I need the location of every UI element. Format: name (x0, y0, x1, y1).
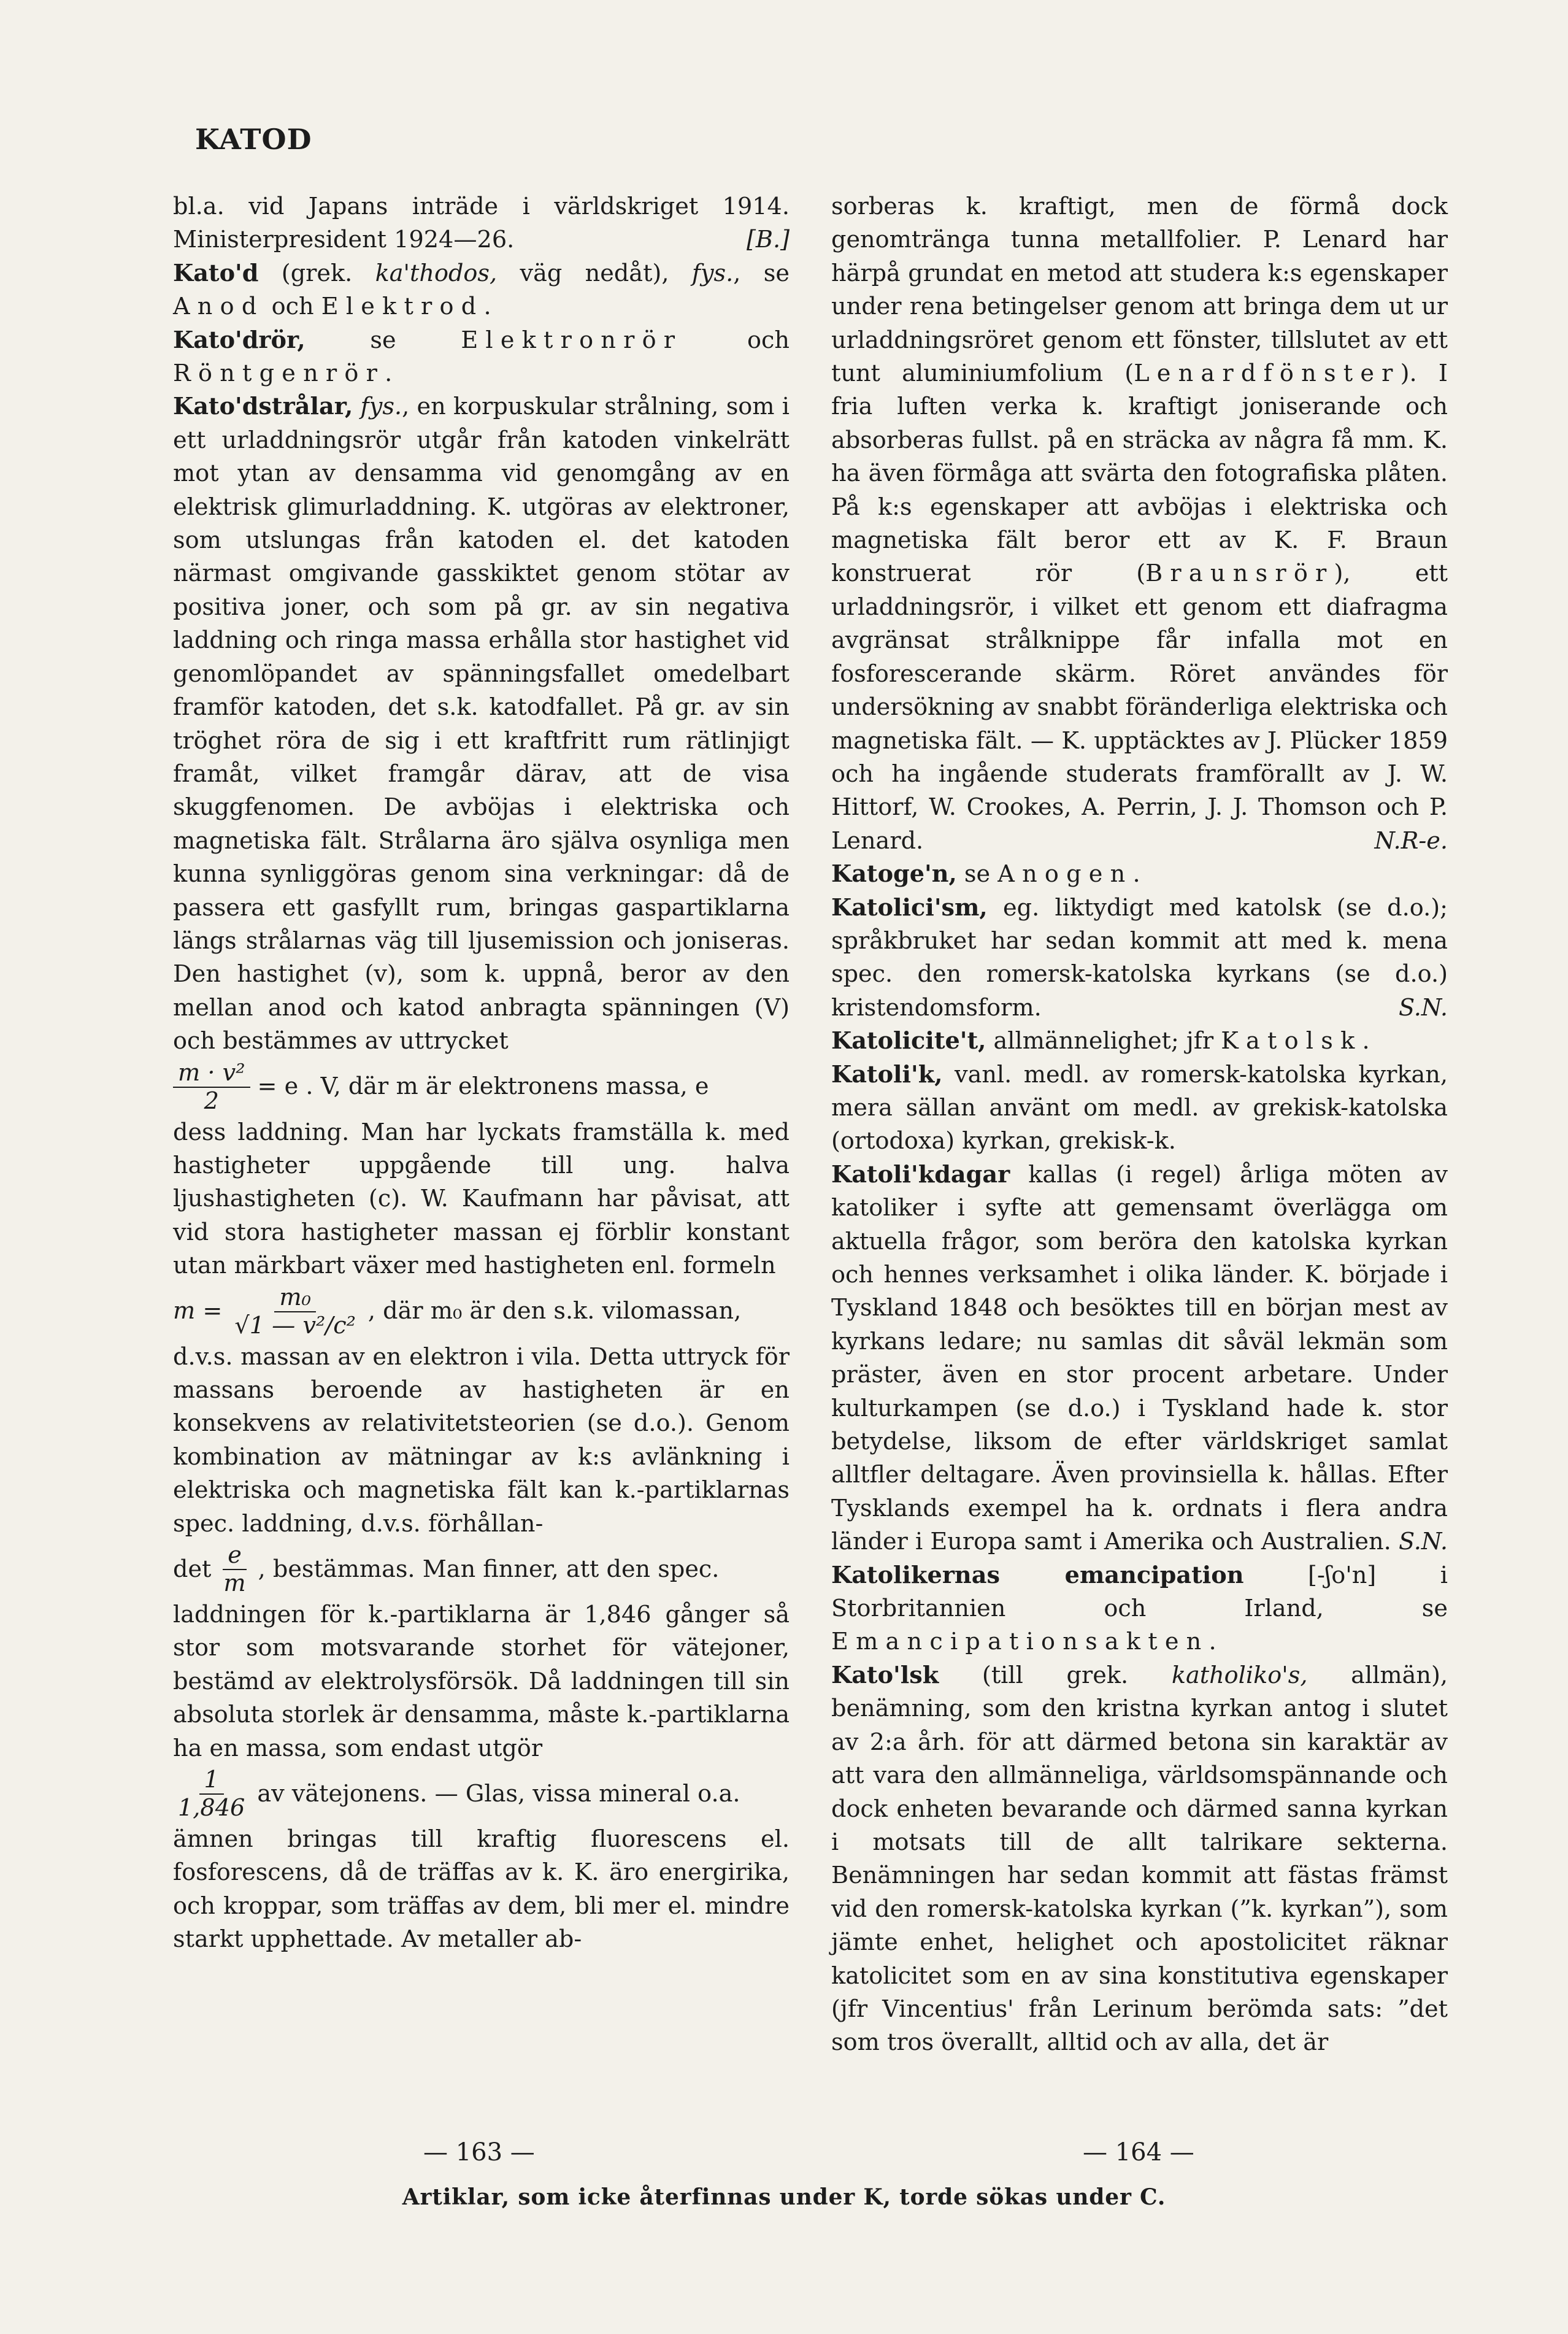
entry-continuation: sorberas k. kraftigt, men de förmå dock genomtränga tunna metallfolier. P. Lenard har härpå grundat en metod att studera k:s egenskaper under rena betingelser genom att bringa dem ut ur urladdningsröret genom ett fönster, tillslutet av ett tunt aluminiumfolium (Lenardfönster). I fria luften verka k. kraftigt joniserande och absorberas fullst. på en sträcka av några få mm. K. ha även förmåga att svärta den fotografiska plåten. På k:s egenskaper att avböjas i elektriska och magnetiska fält beror ett av K. F. Braun konstruerat rör (Braunsrör), ett urladdningsrör, i vilket ett genom ett diafragma avgränsat strålknippe får infalla mot en fosforescerande skärm. Röret användes för undersökning av snabbt föränderliga elektriska och magnetiska fält. — K. upptäcktes av J. Plücker 1859 och ha ingående studerats framförallt av J. W. Hittorf, W. Crookes, A. Perrin, J. J. Thomson och P. Lenard. N.R-e. (831, 190, 1448, 858)
cross-reference: Braunsrör (1145, 560, 1334, 588)
entry-emancipation: Katolikernas emancipation [-ʃo'n] i Storbritannien och Irland, se Emancipationsakten. (831, 1561, 1448, 1656)
headword: Katoge'n, (831, 860, 957, 888)
page-title: KATOD (195, 123, 312, 156)
entry-katod: Kato'd (grek. ka'thodos, väg nedåt), fys., se Anod och Elektrod. (173, 259, 790, 321)
entry-katodror: Kato'drör, se Elektronrör och Röntgenrör. (173, 326, 790, 388)
signature: N.R-e. (1374, 827, 1448, 855)
headword: Kato'd (173, 259, 259, 287)
entry-katolikdagar: Katoli'kdagar kallas (i regel) årliga möten av katoliker i syfte att gemensamt överlägga om aktuella frågor, som beröra den katolska kyrkan och hennes verksamhet i olika länder. K. började i Tyskland 1848 och besöktes till en början mest av kyrkans ledare; nu samlas dit såväl lekmän som präster, även en stor procent arbetare. Under kulturkampen (se d.o.) i Tyskland hade k. stor betydelse, liksom de efter världskriget samlat alltfler deltagare. Även provinsiella k. hållas. Efter Tysklands exempel ha k. ordnats i flera andra länder i Europa samt i Amerika och Australien. S.N. (831, 1158, 1448, 1559)
right-column (831, 190, 1448, 2060)
left-column (173, 190, 790, 1957)
formula-kinetic-energy: $\frac{\text{m · v²}}{2}$ = e . V, där m är elektronens massa, e (173, 1060, 790, 1115)
entry-katolsk: Kato'lsk (till grek. katholiko's, allmän), benämning, som den kristna kyrkan antog i slutet av 2:a årh. för att därmed betona sin karaktär av att vara den allmänneliga, världsomspännande och dock enheten bevarande och därmed sanna kyrkan i motsats till de allt talrikare sekterna. Benämningen har sedan kommit att fästas främst vid den romersk-katolska kyrkan (”k. kyrkan”), som jämte enhet, helighet och apostolicitet räknar katolicitet som en av sina konstitutiva egenskaper (jfr Vincentius' från Lerinum berömda sats: ”det som tros överallt, alltid och av alla, det är (831, 1661, 1448, 2057)
entry-katogen: Katoge'n, se Anogen. (831, 860, 1140, 888)
entry-katodstralar: Kato'dstrålar, fys., en korpuskular strålning, som i ett urladdningsrör utgår från katoden vinkelrätt mot ytan av densamma vid genomgång av en elektrisk glimurladdning. K. utgöras av elektroner, som utslungas från katoden el. det katoden närmast omgivande gasskiktet genom stötar av positiva joner, och som på gr. av sin negativa laddning och ringa massa erhålla stor hastighet vid genomlöpandet av spänningsfallet omedelbart framför katoden, det s.k. katodfallet. På gr. av sin tröghet röra de sig i ett kraftfritt rum rätlinjigt framåt, vilket framgår därav, att de visa skuggfenomen. De avböjas i elektriska och magnetiska fält. Strålarna äro själva osynliga men kunna synliggöras genom sina verkningar: då de passera ett gasfyllt rum, bringas gaspartiklarna längs strålarnas väg till ljusemission och joniseras. Den hastighet (v), som k. uppnå, beror av den mellan anod och katod anbragta spänningen (V) och bestämmes av uttrycket (173, 393, 790, 1055)
paragraph: d.v.s. massan av en elektron i vila. Detta uttryck för massans beroende av hastigheten är en konsekvens av relativitetsteorien (se d.o.). Genom kombination av mätningar av k:s avlänkning i elektriska och magnetiska fält kan k.-partiklarnas spec. laddning, d.v.s. förhållan- (173, 1343, 790, 1538)
headword: Katoli'kdagar (831, 1160, 1010, 1188)
entry-katolicitet: Katolicite't, allmännelighet; jfr Katolsk. (831, 1027, 1370, 1055)
headword: Katoli'k, (831, 1060, 943, 1088)
cross-reference: Katolsk (1221, 1028, 1362, 1055)
cross-reference: Anod (173, 293, 264, 321)
headword: Kato'dstrålar, (173, 393, 353, 421)
headword: Katolikernas emancipation (831, 1561, 1244, 1589)
formula-relativistic-mass: m = $\frac{\text{m₀}}{\text{√1 — v²/c²}}$ , där m₀ är den s.k. vilomassan, (173, 1284, 742, 1339)
paragraph: dess laddning. Man har lyckats framställa k. med hastigheter uppgående till ung. halva ljushastigheten (c). W. Kaufmann har påvisat, att vid stora hastigheter massan ej förblir konstant utan märkbart växer med hastigheten enl. formeln (173, 1119, 790, 1280)
cross-reference: Röntgenrör (173, 360, 385, 388)
paragraph: ämnen bringas till kraftig fluorescens el. fosforescens, då de träffas av k. K. äro energirika, och kroppar, som träffas av dem, bli mer el. mindre starkt upphettade. Av metaller ab- (173, 1826, 790, 1954)
entry-katolik: Katoli'k, vanl. medl. av romersk-katolska kyrkan, mera sällan använt om medl. av grekisk-katolska (ortodoxa) kyrkan, grekisk-k. (831, 1060, 1448, 1155)
cross-reference: Elektronrör (461, 326, 683, 354)
headword: Katolicite't, (831, 1027, 986, 1055)
signature: S.N. (1398, 994, 1448, 1022)
cross-reference: Anogen (997, 861, 1133, 888)
entry-katolicism: Katolici'sm, eg. liktydigt med katolsk (se d.o.); språkbruket har sedan kommit att med k. mena spec. den romersk-katolska kyrkans (se d.o.) kristendomsform. S.N. (831, 892, 1448, 1025)
headword: Katolici'sm, (831, 893, 988, 922)
headword: Kato'drör, (173, 326, 306, 354)
formula-ratio: $\frac{1}{1,846}$ av vätejonens. — Glas, vissa mineral o.a. (178, 1766, 740, 1822)
entry-continuation: bl.a. vid Japans inträde i världskriget 1914. Ministerpresident 1924—26. [B.] (173, 190, 790, 257)
footer-note: Artiklar, som icke återfinnas under K, torde sökas under C. (402, 2184, 1166, 2210)
signature: S.N. (1398, 1528, 1448, 1556)
page-number-left: — 163 — (423, 2138, 535, 2166)
page-number-right: — 164 — (1083, 2138, 1194, 2166)
formula-specific-charge: det $\frac{e}{m}$ , bestämmas. Man finner, att den spec. (173, 1542, 720, 1598)
cross-reference: Elektrod (321, 293, 484, 321)
paragraph: laddningen för k.-partiklarna är 1,846 gånger så stor som motsvarande storhet för vätejoner, bestämd av elektrolysförsök. Då laddningen till sin absoluta storlek är densamma, måste k.-partiklarna ha en massa, som endast utgör (173, 1601, 790, 1762)
headword: Kato'lsk (831, 1661, 939, 1689)
signature: [B.] (747, 226, 790, 254)
cross-reference: Lenardfönster (1134, 360, 1401, 388)
cross-reference: Emancipationsakten (831, 1628, 1209, 1656)
